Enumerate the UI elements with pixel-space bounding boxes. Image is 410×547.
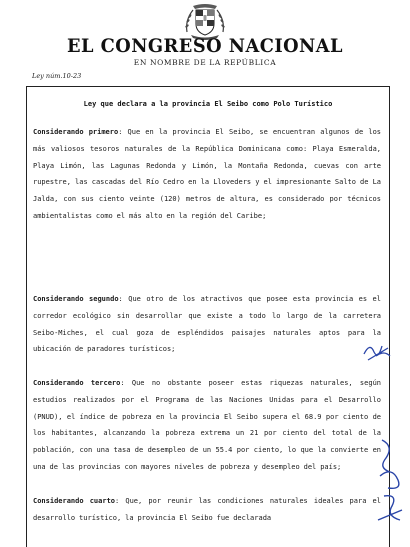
law-title: Ley que declara a la provincia El Seibo como Polo Turístico bbox=[83, 100, 333, 108]
considerando-text: : Que otro de los atractivos que posee esta provincia es el corredor ecológico sin desarrollar que existe a todo lo largo de la carretera Seibo-Miches, el cual goza de espléndidos paisajes naturales aptos para la ubicación de paradores turísticos; bbox=[33, 295, 381, 354]
institution-title: EL CONGRESO NACIONAL bbox=[66, 36, 344, 57]
considerando-heading: Considerando primero bbox=[33, 128, 119, 136]
considerando-text: : Que no obstante poseer estas riquezas naturales, según estudios realizados por el Programa de las Naciones Unidas para el Desarrollo (PNUD), el índice de pobreza en la provincia El Seibo supera el 68.9 por ciento de los habitantes, alcanzando la pobreza extrema un 21 por ciento del total de la población, con una tasa de desempleo de un 55.4 por ciento, lo que la convierte en una de las provincias con mayores niveles de pobreza y desempleo del país; bbox=[33, 379, 381, 471]
law-number: Ley núm.10-23 bbox=[32, 72, 82, 80]
margin-initials-mark bbox=[360, 338, 394, 364]
considerando-text: : Que, por reunir las condiciones naturales ideales para el desarrollo turístico, la provincia El Seibo fue declarada bbox=[33, 497, 381, 522]
margin-signature-mark bbox=[372, 436, 408, 526]
considerando-heading: Considerando tercero bbox=[33, 379, 121, 387]
institution-subtitle: EN NOMBRE DE LA REPÚBLICA bbox=[133, 58, 277, 67]
considerando-segundo bbox=[33, 291, 381, 358]
coat-of-arms-icon bbox=[181, 2, 229, 40]
considerando-text: : Que en la provincia El Seibo, se encuentran algunos de los más valiosos tesoros naturales de la República Dominicana como: Playa Esmeralda, Playa Limón, las Lagunas Redonda y Limón, la Montaña Redonda, cuevas con arte rupestre, las cascadas del Río Cedro en la Lloveders y el impresionante Salto de La Jalda, con sus ciento veinte (120) metros de altura, es considerado por técnicos ambientalistas como el más alto en la región del Caribe; bbox=[33, 128, 381, 220]
considerando-tercero bbox=[33, 375, 381, 476]
considerando-heading: Considerando cuarto bbox=[33, 497, 115, 505]
considerando-heading: Considerando segundo bbox=[33, 295, 119, 303]
considerando-primero bbox=[33, 124, 381, 225]
considerando-cuarto bbox=[33, 493, 381, 527]
